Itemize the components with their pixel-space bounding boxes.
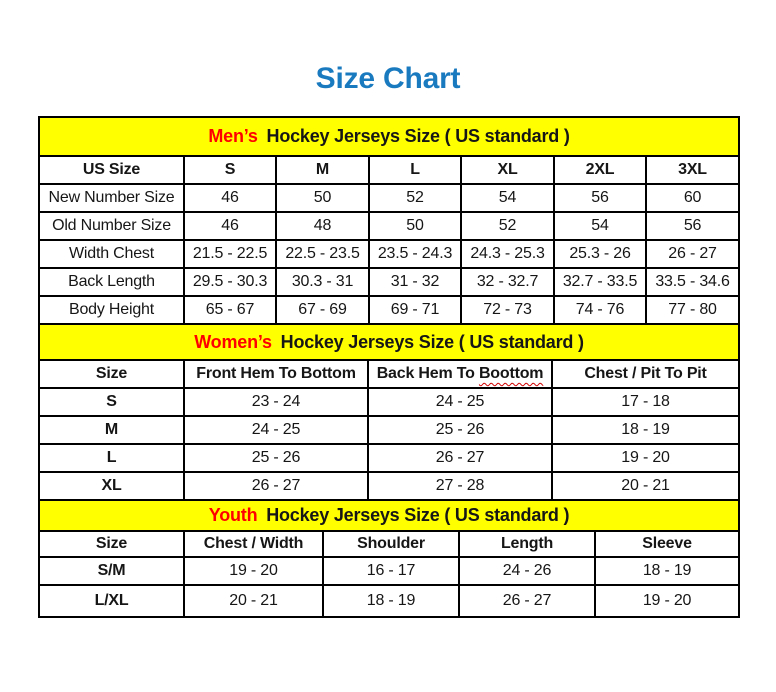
table-row	[39, 212, 739, 240]
table-cell: 25.3 - 26	[554, 240, 646, 268]
row-label: S	[39, 388, 184, 416]
table-row	[39, 184, 739, 212]
row-label: Width Chest	[39, 240, 184, 268]
table-cell: 19 - 20	[552, 444, 739, 472]
page-title: Size Chart	[315, 62, 461, 95]
table-row	[39, 388, 739, 416]
table-row	[39, 500, 739, 531]
column-header: Length	[459, 531, 595, 557]
column-header-back-hem	[368, 360, 552, 388]
table-cell: 32.7 - 33.5	[554, 268, 646, 296]
table-cell: 46	[184, 184, 276, 212]
mens-size-table	[38, 116, 740, 325]
youth-section-band	[39, 500, 739, 531]
table-cell: 21.5 - 22.5	[184, 240, 276, 268]
row-label: S/M	[39, 557, 184, 585]
table-cell: 65 - 67	[184, 296, 276, 324]
back-hem-label: Back Hem To	[376, 365, 475, 382]
table-cell: 60	[646, 184, 739, 212]
table-row	[39, 360, 739, 388]
table-cell: 22.5 - 23.5	[276, 240, 369, 268]
table-cell: 23 - 24	[184, 388, 368, 416]
table-cell: 18 - 19	[323, 585, 459, 617]
table-cell: 50	[369, 212, 461, 240]
table-row	[39, 268, 739, 296]
table-cell: 18 - 19	[595, 557, 739, 585]
youth-size-table	[38, 499, 740, 618]
column-header: Size	[39, 360, 184, 388]
table-cell: 30.3 - 31	[276, 268, 369, 296]
table-cell: 17 - 18	[552, 388, 739, 416]
table-cell: 54	[461, 184, 554, 212]
column-header: Front Hem To Bottom	[184, 360, 368, 388]
table-row	[39, 156, 739, 184]
column-header: Chest / Width	[184, 531, 323, 557]
youth-band-highlight: Youth	[208, 505, 258, 525]
mens-band-highlight: Men’s	[208, 126, 258, 146]
table-cell: 24.3 - 25.3	[461, 240, 554, 268]
table-cell: 46	[184, 212, 276, 240]
table-row	[39, 416, 739, 444]
table-cell: 72 - 73	[461, 296, 554, 324]
table-cell: 48	[276, 212, 369, 240]
table-row	[39, 296, 739, 324]
table-cell: 74 - 76	[554, 296, 646, 324]
table-cell: 19 - 20	[184, 557, 323, 585]
womens-size-table	[38, 323, 740, 501]
youth-band-text: Hockey Jerseys Size ( US standard )	[266, 505, 570, 525]
table-cell: 23.5 - 24.3	[369, 240, 461, 268]
column-header: Chest / Pit To Pit	[552, 360, 739, 388]
row-label: M	[39, 416, 184, 444]
misspelled-word: Boottom	[478, 365, 544, 382]
table-cell: 24 - 26	[459, 557, 595, 585]
column-header: M	[276, 156, 369, 184]
mens-section-band	[39, 117, 739, 156]
table-row	[39, 557, 739, 585]
column-header: Shoulder	[323, 531, 459, 557]
size-chart	[38, 116, 738, 618]
table-cell: 33.5 - 34.6	[646, 268, 739, 296]
column-header: US Size	[39, 156, 184, 184]
table-cell: 52	[369, 184, 461, 212]
table-cell: 31 - 32	[369, 268, 461, 296]
table-cell: 77 - 80	[646, 296, 739, 324]
column-header: 3XL	[646, 156, 739, 184]
row-label: Body Height	[39, 296, 184, 324]
column-header: Sleeve	[595, 531, 739, 557]
table-cell: 20 - 21	[552, 472, 739, 500]
row-label: Back Length	[39, 268, 184, 296]
table-cell: 29.5 - 30.3	[184, 268, 276, 296]
table-row	[39, 472, 739, 500]
table-row	[39, 240, 739, 268]
column-header: Size	[39, 531, 184, 557]
table-cell: 24 - 25	[368, 388, 552, 416]
table-cell: 26 - 27	[459, 585, 595, 617]
table-row	[39, 531, 739, 557]
table-row	[39, 324, 739, 360]
table-cell: 26 - 27	[184, 472, 368, 500]
column-header: XL	[461, 156, 554, 184]
table-cell: 25 - 26	[368, 416, 552, 444]
row-label: XL	[39, 472, 184, 500]
table-row	[39, 585, 739, 617]
table-cell: 25 - 26	[184, 444, 368, 472]
womens-section-band	[39, 324, 739, 360]
table-cell: 27 - 28	[368, 472, 552, 500]
womens-band-highlight: Women’s	[194, 331, 272, 352]
column-header: L	[369, 156, 461, 184]
table-cell: 50	[276, 184, 369, 212]
row-label: Old Number Size	[39, 212, 184, 240]
table-cell: 69 - 71	[369, 296, 461, 324]
table-cell: 16 - 17	[323, 557, 459, 585]
table-cell: 67 - 69	[276, 296, 369, 324]
womens-band-text: Hockey Jerseys Size ( US standard )	[280, 331, 584, 352]
row-label: New Number Size	[39, 184, 184, 212]
table-cell: 56	[554, 184, 646, 212]
column-header: 2XL	[554, 156, 646, 184]
table-cell: 24 - 25	[184, 416, 368, 444]
row-label: L/XL	[39, 585, 184, 617]
table-row	[39, 117, 739, 156]
table-cell: 20 - 21	[184, 585, 323, 617]
table-cell: 19 - 20	[595, 585, 739, 617]
table-cell: 18 - 19	[552, 416, 739, 444]
table-cell: 52	[461, 212, 554, 240]
table-cell: 54	[554, 212, 646, 240]
mens-band-text: Hockey Jerseys Size ( US standard )	[266, 126, 570, 146]
table-cell: 26 - 27	[646, 240, 739, 268]
table-cell: 32 - 32.7	[461, 268, 554, 296]
column-header: S	[184, 156, 276, 184]
table-cell: 56	[646, 212, 739, 240]
table-row	[39, 444, 739, 472]
table-cell: 26 - 27	[368, 444, 552, 472]
row-label: L	[39, 444, 184, 472]
